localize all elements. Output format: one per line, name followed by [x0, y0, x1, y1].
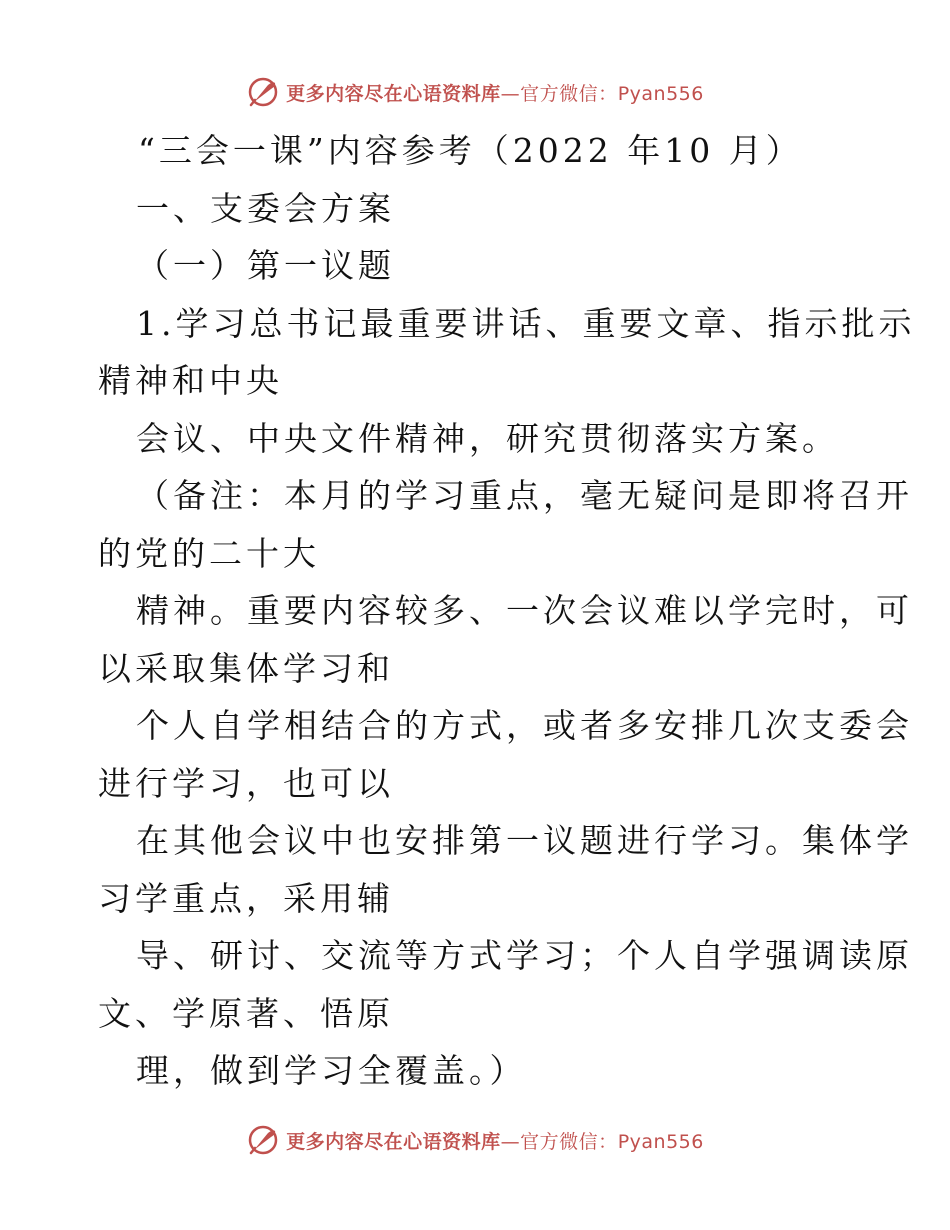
watermark-text [286, 79, 704, 106]
watermark-footer [0, 1120, 950, 1160]
paragraph-line: 精神和中央 [98, 361, 283, 400]
watermark-cn: 更多内容尽在心语资料库 [286, 82, 501, 105]
paragraph-line: 导、研讨、交流等方式学习；个人自学强调读原 [136, 936, 913, 975]
watermark-text [286, 1127, 704, 1154]
document-title: “三会一课”内容参考（2022 年10 月） [138, 131, 803, 170]
watermark-wechat-id: Pyan556 [617, 82, 704, 105]
paragraph-line: 个人自学相结合的方式，或者多安排几次支委会 [136, 706, 913, 745]
paragraph-line: 进行学习，也可以 [98, 763, 394, 803]
paragraph-line: 1.学习总书记最重要讲话、重要文章、指示批示 [136, 303, 916, 343]
watermark-cn: 更多内容尽在心语资料库 [286, 1130, 501, 1153]
paragraph-line: 理，做到学习全覆盖。） [136, 1051, 527, 1090]
paragraph-line: 精神。重要内容较多、一次会议难以学完时，可 [136, 591, 913, 630]
paragraph-line: 在其他会议中也安排第一议题进行学习。集体学 [136, 821, 913, 860]
subsection-heading: （一）第一议题 [136, 246, 395, 285]
watermark-official: —官方微信： [500, 82, 618, 105]
paragraph-line: （备注：本月的学习重点，毫无疑问是即将召开 [136, 476, 913, 515]
watermark-official: —官方微信： [500, 1130, 618, 1153]
watermark-header [0, 72, 950, 112]
paragraph-line: 以采取集体学习和 [98, 648, 394, 688]
paragraph-line: 会议、中央文件精神，研究贯彻落实方案。 [136, 418, 839, 458]
quill-pen-icon [246, 75, 280, 109]
paragraph-line: 习学重点，采用辅 [98, 878, 394, 918]
quill-pen-icon [246, 1123, 280, 1157]
section-heading: 一、支委会方案 [136, 188, 395, 228]
document-body [98, 122, 916, 1100]
paragraph-line: 的党的二十大 [98, 533, 320, 573]
watermark-wechat-id: Pyan556 [617, 1130, 704, 1153]
paragraph-line: 文、学原著、悟原 [98, 993, 394, 1033]
